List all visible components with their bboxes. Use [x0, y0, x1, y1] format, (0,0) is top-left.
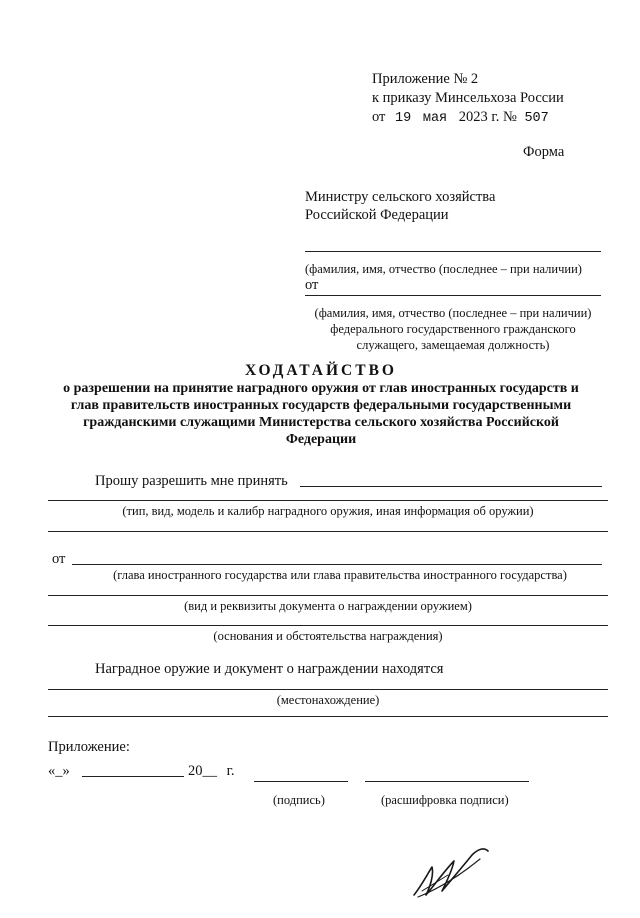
request-fill-line [300, 486, 602, 487]
date-year-blank: __ [202, 763, 217, 779]
attachment-label: Приложение: [48, 739, 130, 755]
date-year-prefix: 20 [188, 763, 203, 779]
date-close-quote: » [62, 763, 70, 779]
location-caption: (местонахождение) [276, 693, 380, 707]
date-day-blank: _ [55, 763, 63, 779]
giver-caption: (глава иностранного государства или глава правительства иностранного государства) [113, 568, 567, 582]
date-year-field [188, 762, 235, 780]
order-from-prefix: от [372, 109, 386, 125]
addressee-name-caption: (фамилия, имя, отчество (последнее – при наличии) [305, 262, 582, 276]
giver-from-label: от [52, 551, 66, 567]
location-extra-line [48, 716, 608, 717]
date-field [48, 762, 70, 780]
weapon-line [48, 500, 608, 501]
document-caption: (вид и реквизиты документа о награждении оружием) [184, 599, 472, 613]
document-title: ХОДАТАЙСТВО [245, 362, 397, 379]
sender-caption-3: служащего, замещаемая должность) [356, 338, 550, 352]
sender-caption-1: (фамилия, имя, отчество (последнее – при наличии) [314, 306, 592, 320]
signature-caption: (подпись) [273, 793, 325, 807]
date-open-quote: « [48, 763, 56, 779]
order-date-month: мая [422, 111, 448, 126]
sender-caption-2: федерального государственного гражданского [330, 322, 576, 336]
location-text: Наградное оружие и документ о награждении находятся [95, 661, 444, 677]
addressee-line-1: Министру сельского хозяйства [305, 189, 496, 205]
handwritten-signature [408, 845, 498, 903]
sender-name-line [305, 295, 601, 296]
location-line [48, 689, 608, 690]
form-label: Форма [523, 144, 565, 160]
date-month-line [82, 776, 184, 777]
signature-decoding-caption: (расшифровка подписи) [381, 793, 509, 807]
order-number: 507 [524, 111, 549, 126]
date-year-suffix: г. [226, 763, 235, 779]
order-date-line [372, 108, 549, 128]
weapon-extra-line [48, 531, 608, 532]
order-date-day: 19 [395, 111, 412, 126]
weapon-caption: (тип, вид, модель и калибр наградного оружия, иная информация об оружии) [122, 504, 534, 518]
document-subtitle: о разрешении на принятие наградного оружия от глав иностранных государств и глав правительств иностранных государств федеральными государственными гражданскими служащими Министерства сельского хозяйства Российской Федерации [63, 381, 579, 447]
giver-line [72, 564, 602, 565]
document-line [48, 595, 608, 596]
addressee-name-line [305, 251, 601, 252]
signature-line [254, 781, 348, 782]
grounds-caption: (основания и обстоятельства награждения) [213, 629, 443, 643]
addressee-from-label: от [305, 277, 319, 293]
appendix-number: Приложение № 2 [372, 71, 479, 87]
order-date-year: 2023 г. № [458, 109, 517, 125]
signature-decoding-line [365, 781, 529, 782]
order-reference: к приказу Минсельхоза России [372, 90, 564, 106]
grounds-line [48, 625, 608, 626]
request-text: Прошу разрешить мне принять [95, 473, 288, 489]
addressee-line-2: Российской Федерации [305, 207, 449, 223]
